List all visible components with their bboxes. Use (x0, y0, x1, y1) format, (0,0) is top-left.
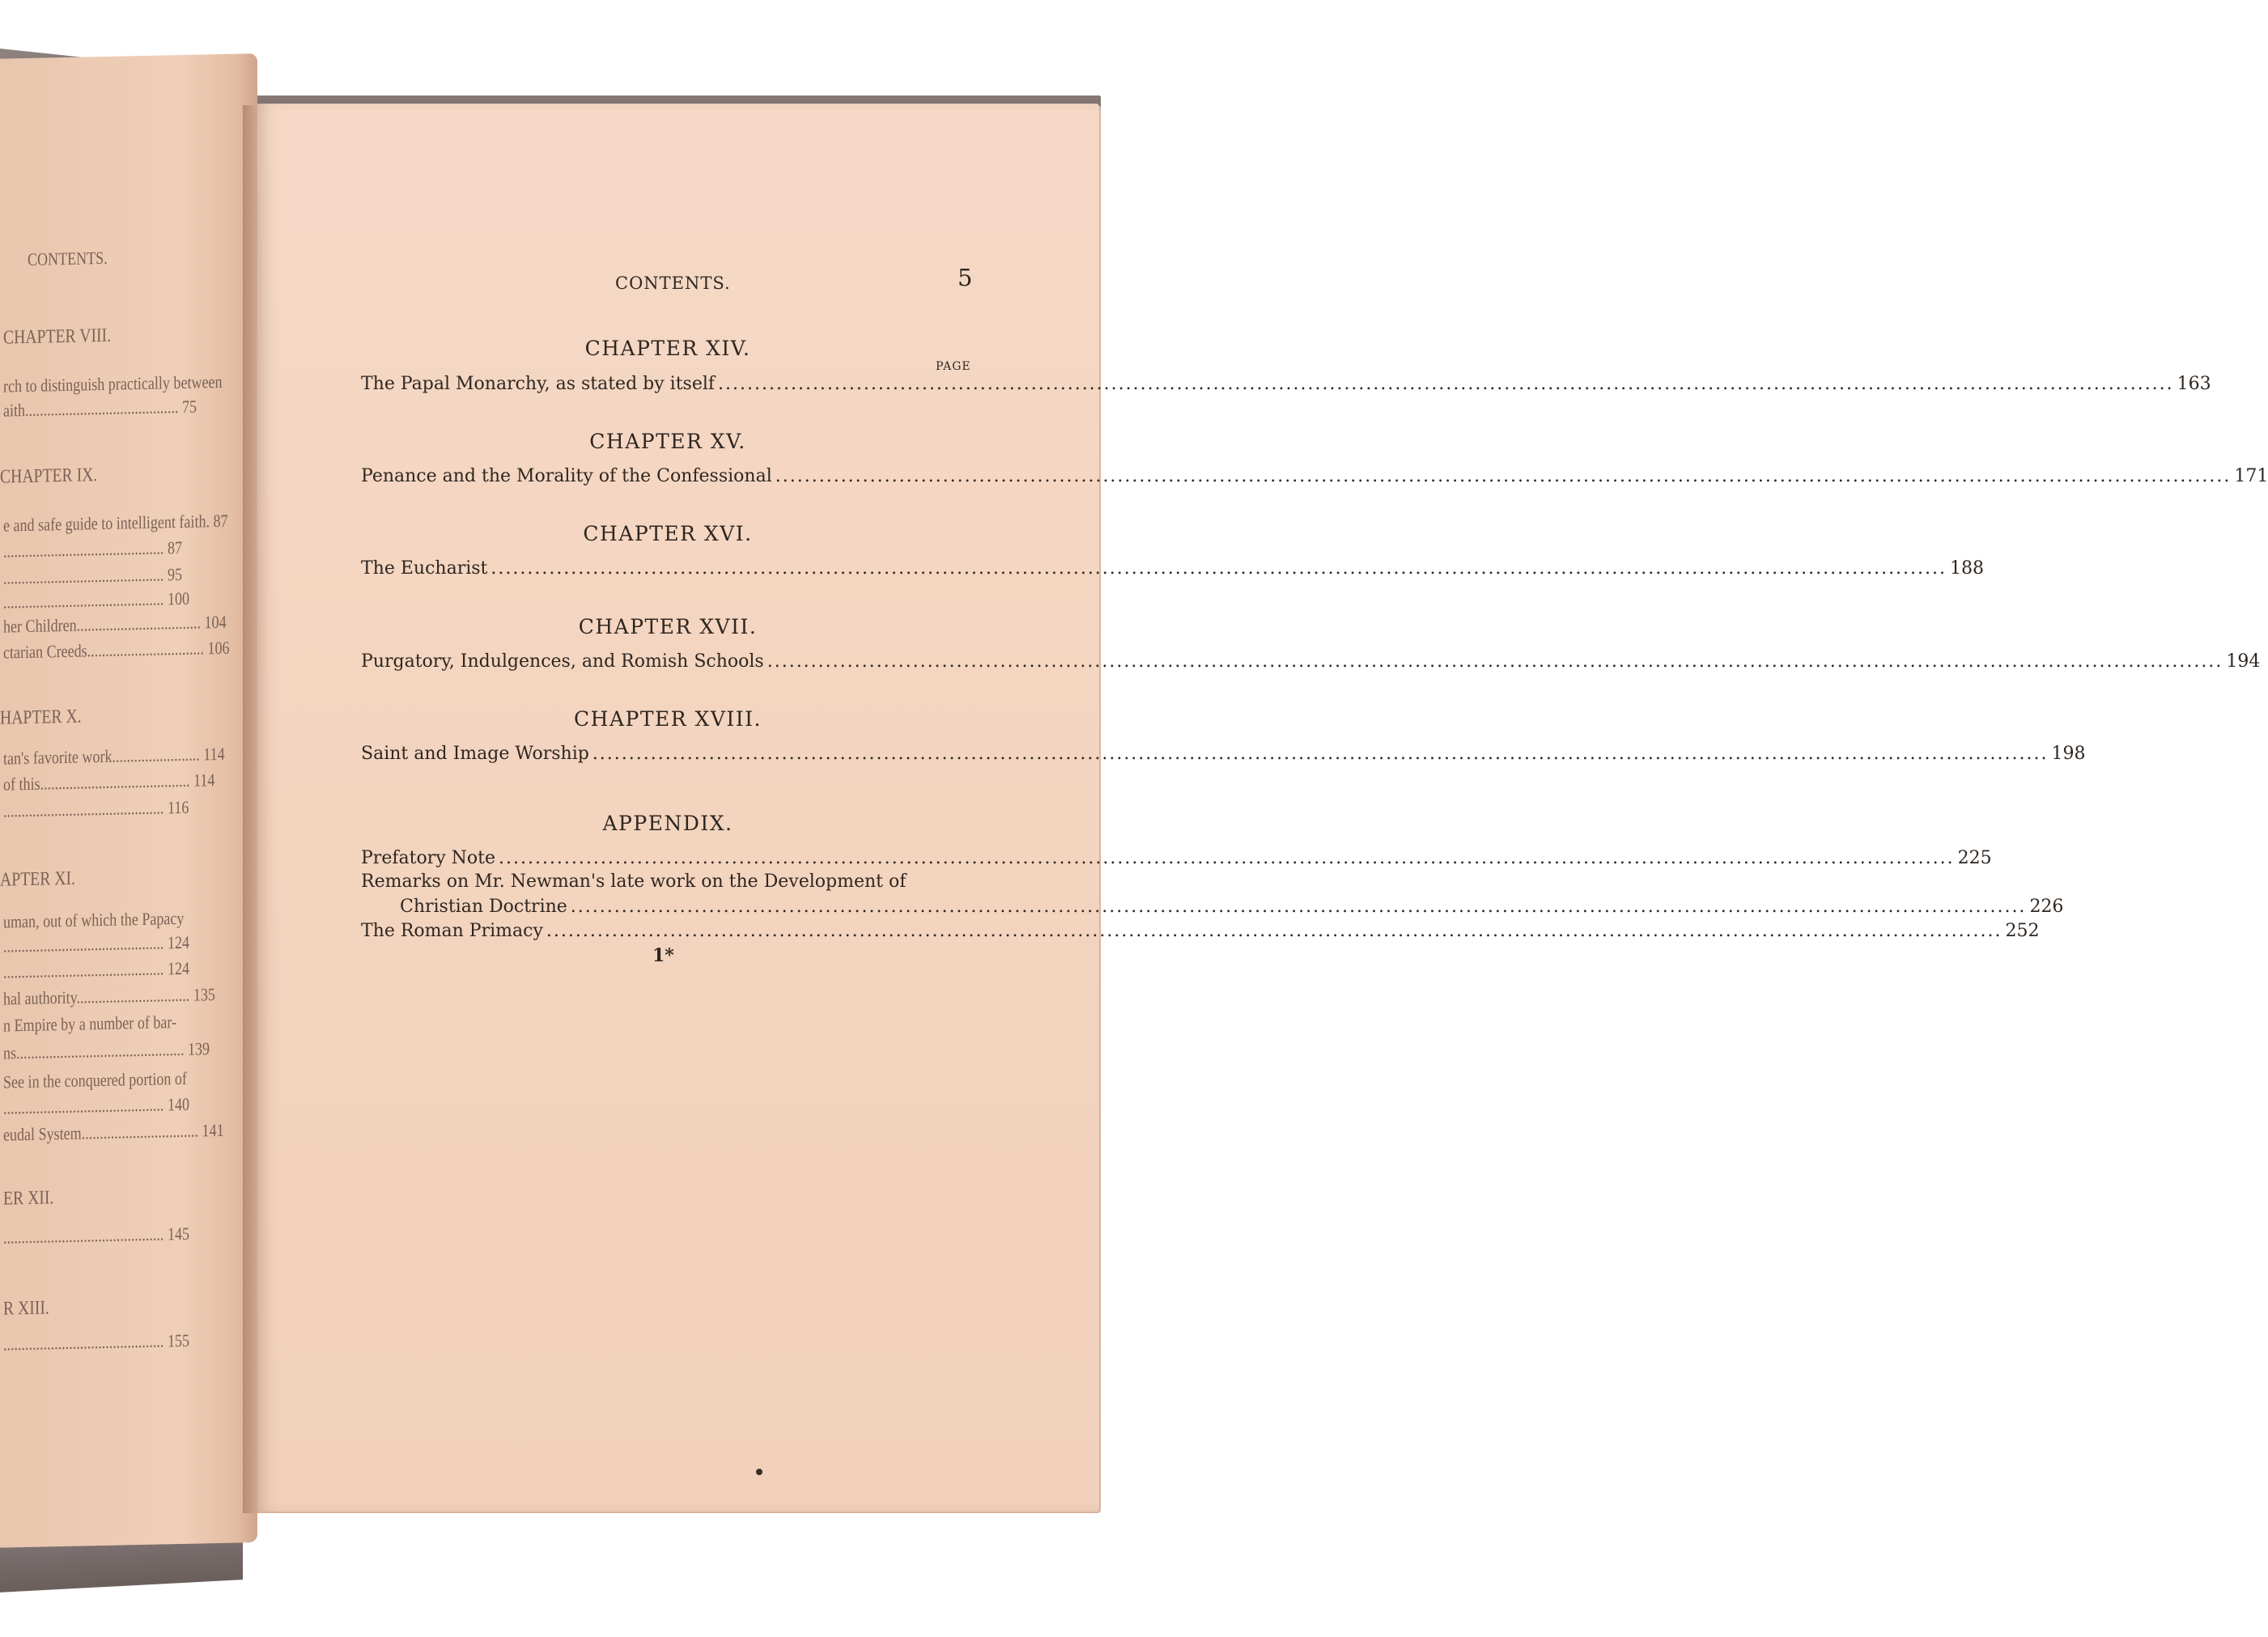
leader-dots: ........................................................................................................................................................................................................ (767, 651, 2223, 672)
toc-entry (361, 651, 2261, 672)
toc-entry-title: Penance and the Morality of the Confessional (361, 466, 772, 486)
toc-entry-title: The Eucharist (361, 558, 488, 579)
left-toc-line: ............................................ 124 (3, 931, 190, 956)
running-head: CONTENTS. (615, 274, 731, 293)
left-toc-line: ............................................ 140 (3, 1093, 190, 1118)
chapter-heading: CHAPTER XVIII. (574, 707, 762, 731)
left-toc-line: CHAPTER IX. (0, 464, 98, 488)
toc-entry (361, 872, 970, 892)
leader-dots: ........................................................................................................................................................................................................ (498, 848, 1955, 868)
toc-entry-title: Christian Doctrine (400, 897, 567, 917)
chapter-heading: CHAPTER XIV. (584, 337, 751, 360)
toc-entry (361, 848, 1992, 868)
left-toc-line: See in the conquered portion of (3, 1067, 187, 1092)
left-toc-line: uman, out of which the Papacy (3, 907, 185, 932)
left-toc-line: ns.............................................. 139 (3, 1038, 210, 1063)
chapter-heading: CHAPTER XVI. (583, 522, 753, 545)
left-running-head: CONTENTS. (28, 247, 108, 269)
left-toc-line: rch to distinguish practically between (3, 371, 223, 397)
leader-dots: ........................................................................................................................................................................................................ (546, 921, 2003, 941)
left-toc-line: APTER XI. (0, 867, 75, 891)
toc-entry-page: 226 (2029, 897, 2064, 917)
page-number: 5 (958, 264, 973, 291)
left-toc-line: HAPTER X. (0, 706, 82, 729)
toc-entry (361, 558, 1985, 579)
left-toc-line: eudal System................................ 141 (3, 1119, 224, 1145)
right-page (257, 104, 1099, 1512)
toc-entry-page: 171 (2234, 466, 2268, 486)
leader-dots: ........................................................................................................................................................................................................ (592, 744, 2049, 764)
left-toc-line: CHAPTER VIII. (3, 324, 112, 349)
toc-entry (361, 374, 2211, 394)
left-toc-line: ............................................ 145 (3, 1223, 190, 1248)
leader-dots: ........................................................................................................................................................................................................ (491, 558, 1947, 579)
left-toc-line: hal authority............................... 135 (3, 984, 215, 1009)
chapter-heading: CHAPTER XVII. (578, 615, 758, 638)
left-toc-line: of this......................................... 114 (3, 770, 215, 795)
chapter-heading: CHAPTER XV. (589, 430, 746, 453)
left-toc-line: ............................................ 95 (3, 563, 182, 588)
toc-entry-title: Prefatory Note (361, 848, 495, 868)
left-toc-line: n Empire by a number of bar- (3, 1011, 177, 1036)
leader-dots: ........................................................................................................................................................................................................ (718, 374, 2174, 394)
toc-entry (400, 897, 2064, 917)
toc-entry-title: The Roman Primacy (361, 921, 543, 941)
toc-entry-title: Saint and Image Worship (361, 744, 589, 764)
page-column-label: PAGE (936, 360, 971, 373)
toc-entry-page: 198 (2051, 744, 2086, 764)
left-toc-line: ............................................ 116 (3, 796, 189, 821)
left-toc-line: her Children.................................. 104 (3, 611, 227, 637)
left-page (0, 53, 257, 1548)
toc-entry-title: Remarks on Mr. Newman's late work on the Development of (361, 872, 907, 892)
toc-entry-page: 194 (2226, 651, 2261, 672)
signature-mark: 1* (652, 945, 674, 966)
toc-entry-title: Purgatory, Indulgences, and Romish Schools (361, 651, 764, 672)
left-toc-line: ............................................ 87 (3, 536, 182, 562)
toc-entry-page: 163 (2177, 374, 2211, 394)
left-toc-line: ER XII. (3, 1187, 54, 1210)
left-toc-line: e and safe guide to intelligent faith. 87 (3, 510, 228, 536)
left-toc-line: tan's favorite work........................ 114 (3, 743, 225, 769)
left-toc-line: R XIII. (3, 1297, 49, 1320)
left-toc-line: ............................................ 155 (3, 1330, 190, 1355)
toc-entry (361, 466, 2268, 486)
toc-entry-title: The Papal Monarchy, as stated by itself (361, 374, 716, 394)
left-toc-line: ............................................ 124 (3, 957, 190, 982)
left-toc-line: ctarian Creeds................................ 106 (3, 637, 230, 663)
leader-dots: ........................................................................................................................................................................................................ (775, 466, 2232, 486)
leader-dots: ........................................................................................................................................................................................................ (570, 897, 2027, 917)
toc-entry-page: 188 (1950, 558, 1985, 579)
toc-entry (361, 921, 2040, 941)
paper-speck (756, 1469, 762, 1475)
left-toc-line: aith.......................................... 75 (3, 396, 197, 421)
left-toc-line: ............................................ 100 (3, 587, 190, 613)
toc-entry-page: 225 (1957, 848, 1992, 868)
toc-entry-page: 252 (2005, 921, 2040, 941)
toc-entry (361, 744, 2086, 764)
chapter-heading: APPENDIX. (602, 812, 733, 835)
